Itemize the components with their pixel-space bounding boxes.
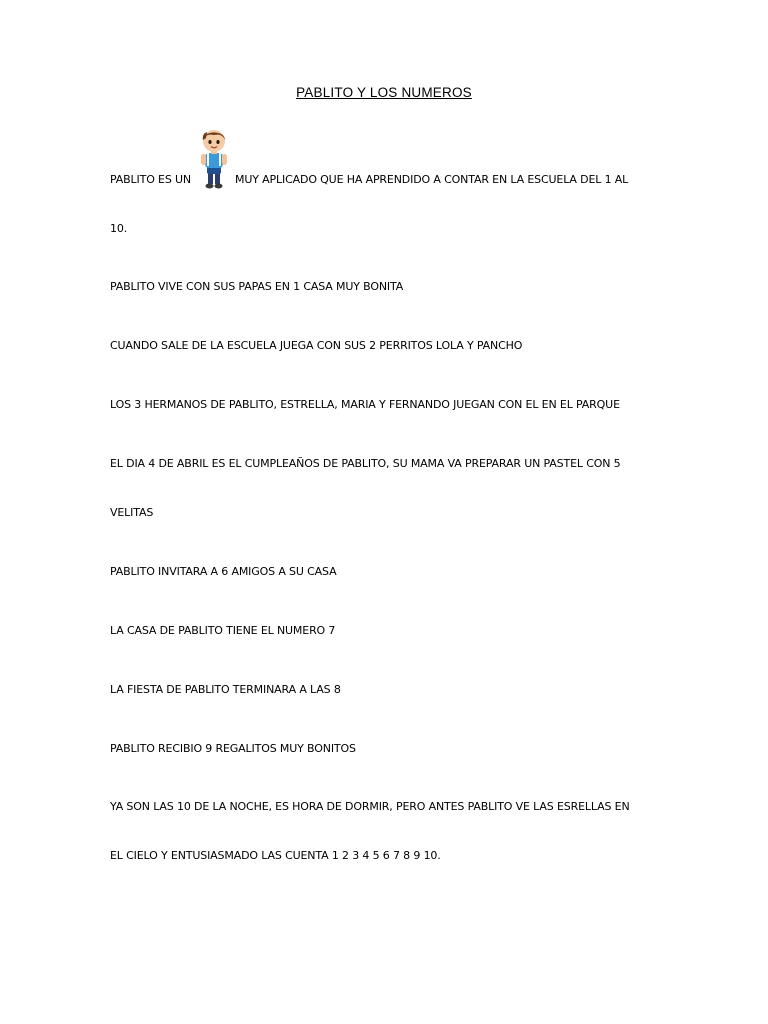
boy-icon bbox=[196, 128, 232, 190]
paragraph-line-7: LA CASA DE PABLITO TIENE EL NUMERO 7 bbox=[110, 624, 336, 637]
paragraph-line-9: PABLITO RECIBIO 9 REGALITOS MUY BONITOS bbox=[110, 742, 356, 755]
paragraph-line-1-start: PABLITO ES UN bbox=[110, 173, 192, 186]
paragraph-line-4: LOS 3 HERMANOS DE PABLITO, ESTRELLA, MARIA Y FERNANDO JUEGAN CON EL EN EL PARQUE bbox=[110, 398, 620, 411]
paragraph-line-10-cont: EL CIELO Y ENTUSIASMADO LAS CUENTA 1 2 3 4 5 6 7 8 9 10. bbox=[110, 849, 441, 862]
paragraph-line-6: PABLITO INVITARA A 6 AMIGOS A SU CASA bbox=[110, 565, 337, 578]
paragraph-line-1-end: MUY APLICADO QUE HA APRENDIDO A CONTAR EN LA ESCUELA DEL 1 AL bbox=[235, 173, 629, 186]
paragraph-line-10: YA SON LAS 10 DE LA NOCHE, ES HORA DE DORMIR, PERO ANTES PABLITO VE LAS ESRELLAS EN bbox=[110, 800, 630, 813]
document-title: PABLITO Y LOS NUMEROS bbox=[296, 85, 472, 100]
paragraph-line-2: PABLITO VIVE CON SUS PAPAS EN 1 CASA MUY BONITA bbox=[110, 280, 404, 293]
paragraph-line-8: LA FIESTA DE PABLITO TERMINARA A LAS 8 bbox=[110, 683, 341, 696]
paragraph-line-5: EL DIA 4 DE ABRIL ES EL CUMPLEAÑOS DE PABLITO, SU MAMA VA PREPARAR UN PASTEL CON 5 bbox=[110, 457, 621, 470]
paragraph-line-1-cont: 10. bbox=[110, 222, 128, 235]
paragraph-line-5-cont: VELITAS bbox=[110, 506, 154, 519]
paragraph-line-3: CUANDO SALE DE LA ESCUELA JUEGA CON SUS 2 PERRITOS LOLA Y PANCHO bbox=[110, 339, 523, 352]
